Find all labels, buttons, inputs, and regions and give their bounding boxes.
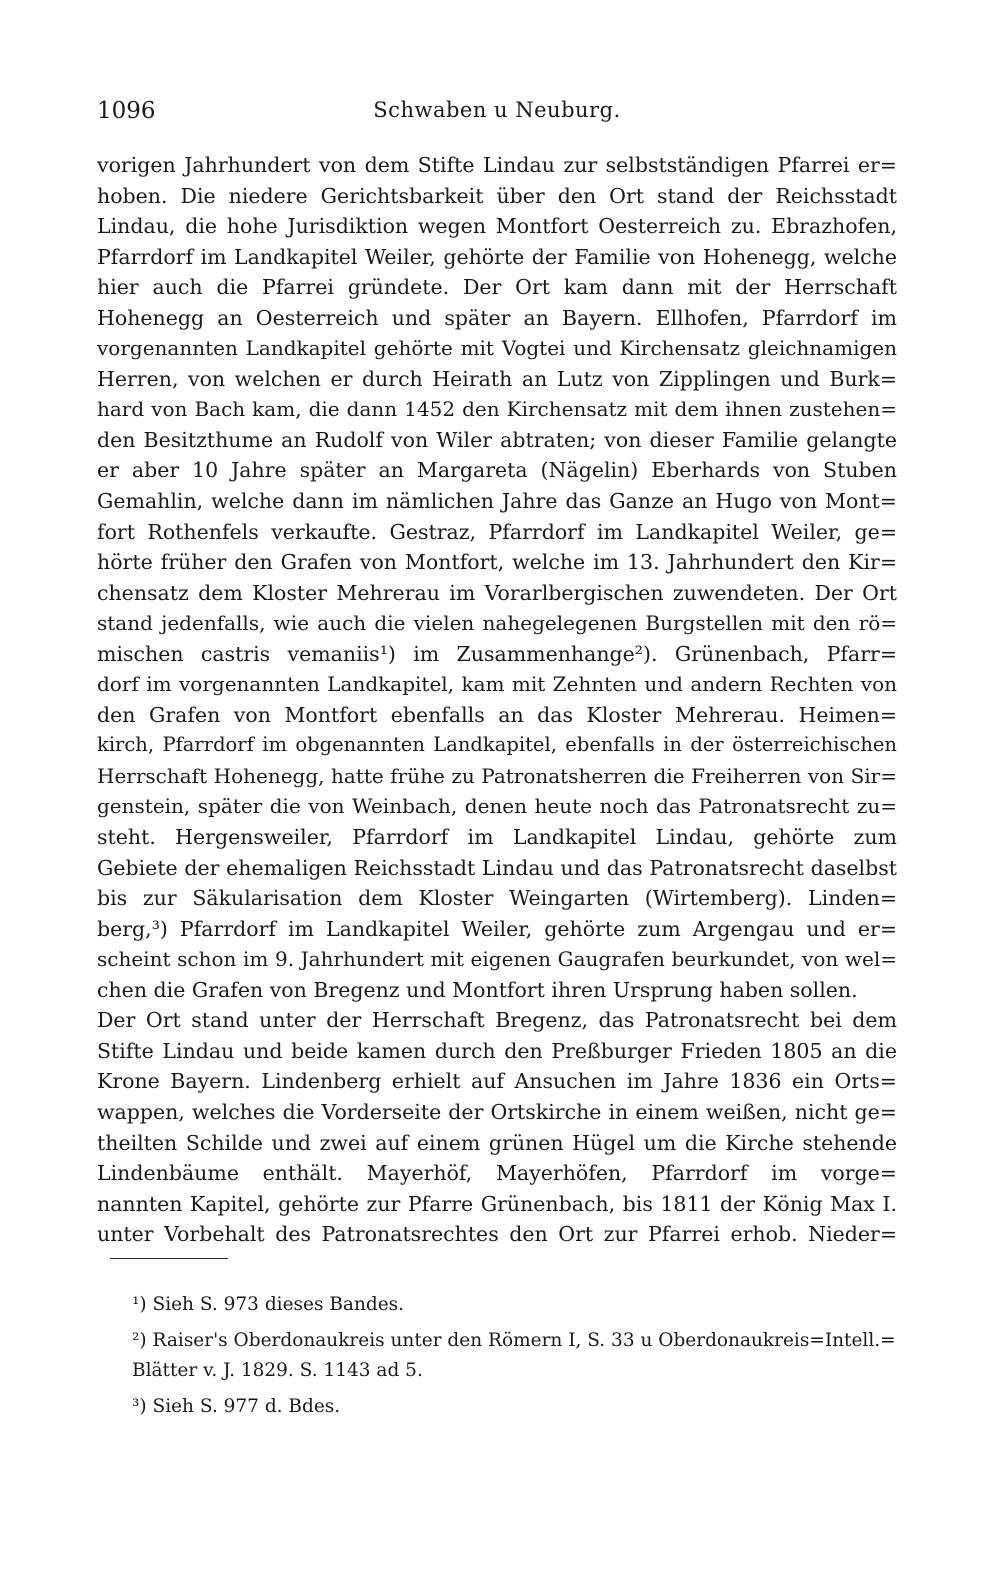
text-line: unter Vorbehalt des Patronatsrechtes den Ort zur Pfarrei erhob. Nieder= [97,1222,897,1247]
text-line: Stifte Lindau und beide kamen durch den Preßburger Frieden 1805 an die [97,1038,897,1063]
page-header [97,98,897,132]
text-line: fort Rothenfels verkaufte. Gestraz, Pfarrdorf im Landkapitel Weiler, ge= [97,519,897,544]
text-line: kirch, Pfarrdorf im obgenannten Landkapitel, ebenfalls in der österreichischen [97,733,897,757]
text-line: nannten Kapitel, gehörte zur Pfarre Grünenbach, bis 1811 der König Max I. [97,1191,897,1216]
text-line: den Besitzthume an Rudolf von Wiler abtraten; von dieser Familie gelangte [97,427,897,452]
text-line: wappen, welches die Vorderseite der Ortskirche in einem weißen, nicht ge= [97,1099,897,1124]
text-line: Gemahlin, welche dann im nämlichen Jahre das Ganze an Hugo von Mont= [97,489,897,514]
text-line: genstein, später die von Weinbach, denen heute noch das Patronatsrecht zu= [97,794,897,819]
text-line: hier auch die Pfarrei gründete. Der Ort kam dann mit der Herrschaft [97,275,897,300]
body-text [97,150,897,1250]
footnote-separator [110,1258,228,1259]
footnote-line: ³) Sieh S. 977 d. Bdes. [132,1396,341,1417]
text-line: scheint schon im 9. Jahrhundert mit eigenen Gaugrafen beurkundet, von wel= [97,947,897,972]
text-line: vorgenannten Landkapitel gehörte mit Vogtei und Kirchensatz gleichnamigen [97,336,897,361]
text-line: Herrschaft Hohenegg, hatte frühe zu Patronatsherren die Freiherren von Sir= [97,763,897,788]
text-line: theilten Schilde und zwei auf einem grünen Hügel um die Kirche stehende [97,1130,897,1155]
text-line: Krone Bayern. Lindenberg erhielt auf Ansuchen im Jahre 1836 ein Orts= [97,1069,897,1094]
text-line: hard von Bach kam, die dann 1452 den Kirchensatz mit dem ihnen zustehen= [97,397,897,422]
text-line: Lindenbäume enthält. Mayerhöf, Mayerhöfen, Pfarrdorf im vorge= [97,1161,897,1186]
text-line: chen die Grafen von Bregenz und Montfort ihren Ursprung haben sollen. [97,977,858,1002]
text-line: Der Ort stand unter der Herrschaft Bregenz, das Patronatsrecht bei dem [97,1008,897,1033]
running-head: Schwaben u Neuburg. [373,98,621,122]
footnotes [132,1290,897,1422]
text-line: berg,³) Pfarrdorf im Landkapitel Weiler, gehörte zum Argengau und er= [97,916,897,941]
text-line: vorigen Jahrhundert von dem Stifte Lindau zur selbstständigen Pfarrei er= [97,153,897,177]
text-line: den Grafen von Montfort ebenfalls an das Kloster Mehrerau. Heimen= [97,702,897,727]
footnote-line: Blätter v. J. 1829. S. 1143 ad 5. [132,1360,423,1381]
text-line: Lindau, die hohe Jurisdiktion wegen Montfort Oesterreich zu. Ebrazhofen, [97,214,897,239]
text-line: hörte früher den Grafen von Montfort, welche im 13. Jahrhundert den Kir= [97,550,897,575]
page-number: 1096 [97,98,156,124]
text-line: hoben. Die niedere Gerichtsbarkeit über den Ort stand der Reichsstadt [97,183,897,208]
text-line: bis zur Säkularisation dem Kloster Weingarten (Wirtemberg). Linden= [97,886,897,911]
text-line: Hohenegg an Oesterreich und später an Bayern. Ellhofen, Pfarrdorf im [97,305,897,330]
text-line: Gebiete der ehemaligen Reichsstadt Lindau und das Patronatsrecht daselbst [97,855,897,880]
footnote-line: ¹) Sieh S. 973 dieses Bandes. [132,1294,405,1315]
footnote-line: ²) Raiser's Oberdonaukreis unter den Römern I, S. 33 u Oberdonaukreis=Intell.= [132,1330,896,1351]
text-line: mischen castris vemaniis¹) im Zusammenhange²). Grünenbach, Pfarr= [97,641,897,666]
text-line: Pfarrdorf im Landkapitel Weiler, gehörte der Familie von Hohenegg, welche [97,244,897,269]
text-line: dorf im vorgenannten Landkapitel, kam mit Zehnten und andern Rechten von [97,672,897,697]
text-line: chensatz dem Kloster Mehrerau im Vorarlbergischen zuwendeten. Der Ort [97,580,897,605]
text-line: steht. Hergensweiler, Pfarrdorf im Landkapitel Lindau, gehörte zum [97,825,897,850]
text-line: er aber 10 Jahre später an Margareta (Nägelin) Eberhards von Stuben [97,458,897,483]
text-line: Herren, von welchen er durch Heirath an Lutz von Zipplingen und Burk= [97,366,897,391]
text-line: stand jedenfalls, wie auch die vielen nahegelegenen Burgstellen mit den rö= [97,611,897,636]
